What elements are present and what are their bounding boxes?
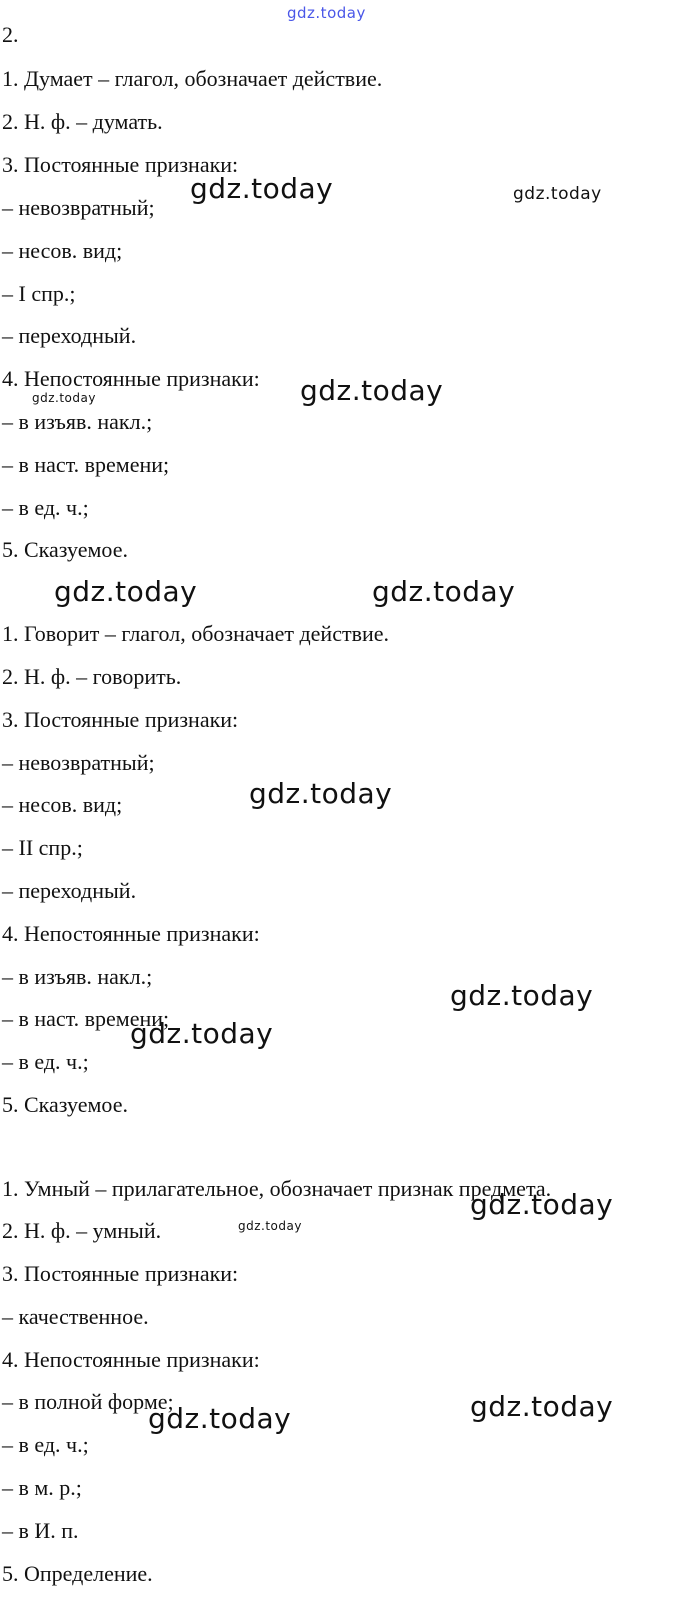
- word1-constant-header: 3. Постоянные признаки:: [2, 152, 239, 177]
- word3-variable-item: – в И. п.: [2, 1518, 79, 1543]
- word1-initial-form: 2. Н. ф. – думать.: [2, 109, 163, 134]
- watermark: gdz.today: [249, 777, 393, 810]
- word3-constant-header: 3. Постоянные признаки:: [2, 1261, 239, 1286]
- word3-variable-header: 4. Непостоянные признаки:: [2, 1347, 260, 1372]
- word1-variable-item: – в изъяв. накл.;: [2, 409, 153, 434]
- watermark: gdz.today: [238, 1219, 302, 1233]
- watermark: gdz.today: [148, 1402, 292, 1435]
- watermark: gdz.today: [287, 4, 366, 22]
- word3-syntax-role: 5. Определение.: [2, 1561, 153, 1586]
- word1-variable-item: – в ед. ч.;: [2, 495, 89, 520]
- word1-constant-item: – несов. вид;: [2, 238, 123, 263]
- word2-constant-item: – несов. вид;: [2, 792, 123, 817]
- word2-variable-item: – в наст. времени;: [2, 1006, 170, 1031]
- word1-variable-header: 4. Непостоянные признаки:: [2, 366, 260, 391]
- word2-variable-header: 4. Непостоянные признаки:: [2, 921, 260, 946]
- word2-constant-item: – II спр.;: [2, 835, 83, 860]
- watermark: gdz.today: [470, 1188, 614, 1221]
- word2-syntax-role: 5. Сказуемое.: [2, 1092, 128, 1117]
- watermark: gdz.today: [300, 374, 444, 407]
- word2-initial-form: 2. Н. ф. – говорить.: [2, 664, 182, 689]
- word3-initial-form: 2. Н. ф. – умный.: [2, 1218, 162, 1243]
- word3-variable-item: – в полной форме;: [2, 1389, 174, 1414]
- word2-definition: 1. Говорит – глагол, обозначает действие.: [2, 621, 390, 646]
- word2-constant-header: 3. Постоянные признаки:: [2, 707, 239, 732]
- word3-constant-item: – качественное.: [2, 1304, 149, 1329]
- watermark: gdz.today: [513, 184, 602, 204]
- word1-variable-item: – в наст. времени;: [2, 452, 170, 477]
- watermark: gdz.today: [190, 172, 334, 205]
- word3-variable-item: – в м. р.;: [2, 1475, 82, 1500]
- watermark: gdz.today: [54, 575, 198, 608]
- word1-definition: 1. Думает – глагол, обозначает действие.: [2, 66, 383, 91]
- word1-constant-item: – I спр.;: [2, 281, 76, 306]
- word1-syntax-role: 5. Сказуемое.: [2, 537, 128, 562]
- watermark: gdz.today: [32, 391, 96, 405]
- word2-constant-item: – невозвратный;: [2, 750, 155, 775]
- watermark: gdz.today: [470, 1390, 614, 1423]
- word2-variable-item: – в ед. ч.;: [2, 1049, 89, 1074]
- word3-definition: 1. Умный – прилагательное, обозначает признак предмета.: [2, 1176, 552, 1201]
- word2-variable-item: – в изъяв. накл.;: [2, 964, 153, 989]
- watermark: gdz.today: [450, 979, 594, 1012]
- word3-variable-item: – в ед. ч.;: [2, 1432, 89, 1457]
- word1-constant-item: – переходный.: [2, 323, 137, 348]
- task-number: 2.: [2, 22, 19, 47]
- word1-constant-item: – невозвратный;: [2, 195, 155, 220]
- watermark: gdz.today: [130, 1017, 274, 1050]
- word2-constant-item: – переходный.: [2, 878, 137, 903]
- watermark: gdz.today: [372, 575, 516, 608]
